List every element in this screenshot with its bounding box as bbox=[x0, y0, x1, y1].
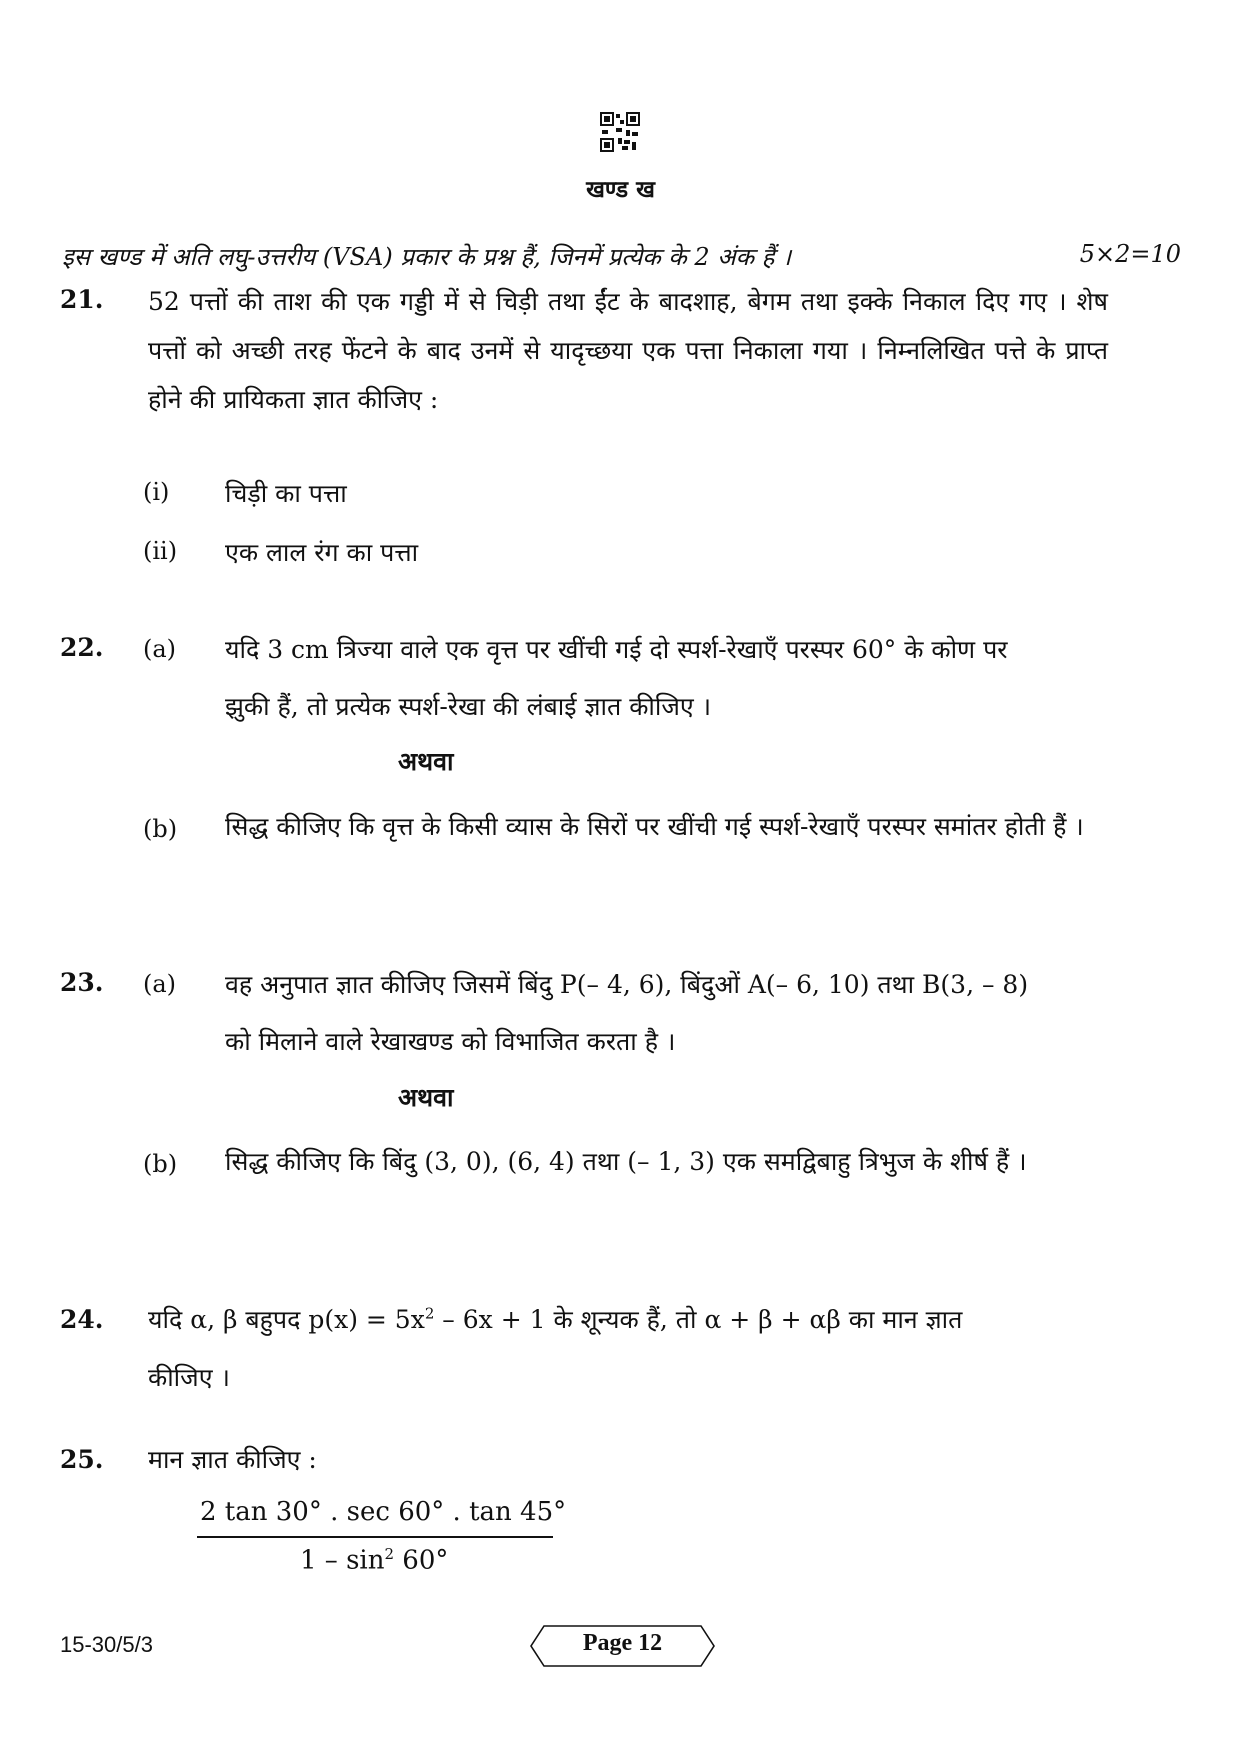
question-24-line1 bbox=[148, 1302, 962, 1336]
question-22a-line1: यदि 3 cm त्रिज्या वाले एक वृत्त पर खींची गई दो स्पर्श-रेखाएँ परस्पर 60° के कोण पर bbox=[225, 635, 1008, 664]
fraction-numerator: 2 tan 30° . sec 60° . tan 45° bbox=[200, 1497, 567, 1527]
question-22a-line2: झुकी हैं, तो प्रत्येक स्पर्श-रेखा की लंबाई ज्ञात कीजिए । bbox=[225, 692, 712, 721]
paper-code: 15-30/5/3 bbox=[60, 1632, 153, 1657]
question-22b-text: सिद्ध कीजिए कि वृत्त के किसी व्यास के सिरों पर खींची गई स्पर्श-रेखाएँ परस्पर समांतर होती हैं । bbox=[225, 812, 1084, 841]
question-22b-label: (b) bbox=[143, 815, 178, 843]
fraction-denominator bbox=[300, 1545, 448, 1576]
question-24-line1-b: – 6x + 1 के शून्यक हैं, तो α + β + αβ का मान ज्ञात bbox=[434, 1305, 963, 1334]
question-25-text: मान ज्ञात कीजिए : bbox=[148, 1445, 317, 1474]
question-24-line2: कीजिए । bbox=[148, 1363, 230, 1392]
fraction-denominator-exponent: 2 bbox=[384, 1545, 395, 1563]
question-21-part-ii-label: (ii) bbox=[143, 537, 178, 565]
question-21-part-ii-text: एक लाल रंग का पत्ता bbox=[225, 538, 419, 567]
question-number-22: 22. bbox=[60, 633, 104, 662]
fraction-denominator-a: 1 – sin bbox=[300, 1545, 385, 1576]
question-number-23: 23. bbox=[60, 968, 104, 997]
question-number-21: 21. bbox=[60, 285, 104, 314]
section-title: खण्ड ख bbox=[586, 177, 655, 203]
question-22a-label: (a) bbox=[143, 635, 177, 663]
section-marks: 5×2=10 bbox=[1079, 240, 1181, 268]
question-number-24: 24. bbox=[60, 1305, 104, 1334]
question-number-25: 25. bbox=[60, 1445, 104, 1474]
question-23b-text: सिद्ध कीजिए कि बिंदु (3, 0), (6, 4) तथा (– 1, 3) एक समद्विबाहु त्रिभुज के शीर्ष हैं । bbox=[225, 1147, 1027, 1176]
question-21-part-i-text: चिड़ी का पत्ता bbox=[225, 479, 347, 508]
question-22-or: अथवा bbox=[398, 747, 454, 776]
question-24-line1-a: यदि α, β बहुपद p(x) = 5x bbox=[148, 1305, 425, 1334]
question-23a-label: (a) bbox=[143, 970, 177, 998]
qr-code-icon bbox=[600, 112, 640, 152]
fraction-denominator-b: 60° bbox=[394, 1545, 449, 1576]
fraction-bar bbox=[197, 1536, 553, 1538]
question-21-part-i-label: (i) bbox=[143, 478, 170, 506]
question-23a-line2: को मिलाने वाले रेखाखण्ड को विभाजित करता है । bbox=[225, 1027, 676, 1056]
question-24-exponent: 2 bbox=[424, 1304, 435, 1323]
question-23a-line1: वह अनुपात ज्ञात कीजिए जिसमें बिंदु P(– 4, 6), बिंदुओं A(– 6, 10) तथा B(3, – 8) bbox=[225, 970, 1029, 999]
section-instruction: इस खण्ड में अति लघु-उत्तरीय (VSA) प्रकार के प्रश्न हैं, जिनमें प्रत्येक के 2 अंक हैं । bbox=[62, 243, 792, 271]
question-23b-label: (b) bbox=[143, 1150, 178, 1178]
question-23-or: अथवा bbox=[398, 1083, 454, 1112]
page-number: Page 12 bbox=[582, 1630, 663, 1656]
question-21-text: 52 पत्तों की ताश की एक गड्डी में से चिड़ी तथा ईंट के बादशाह, बेगम तथा इक्के निकाल दिए गए । शेष पत्तों को अच्छी तरह फेंटने के बाद उनमें से यादृच्छया एक पत्ता निकाला गया । निम्नलिखित पत्ते के प्राप्त होने की प्रायिकता ज्ञात कीजिए : bbox=[148, 287, 1108, 414]
